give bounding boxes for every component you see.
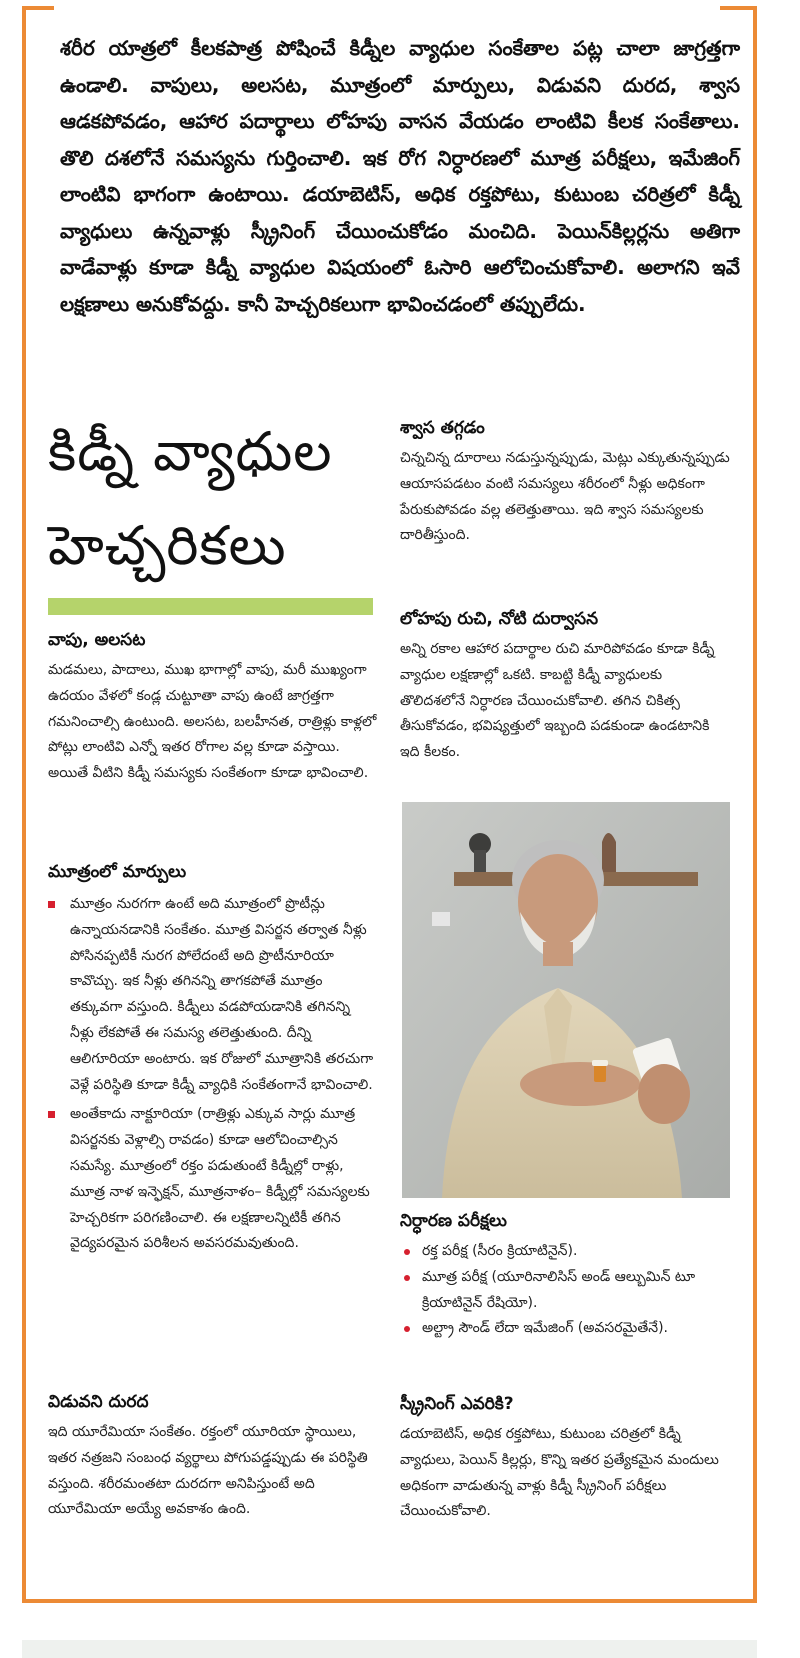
section-body: డయాబెటిస్, అధిక రక్తపోటు, కుటుంబ చరిత్రలో కిడ్నీ వ్యాధులు, పెయిన్ కిల్లర్లు, కొన్ని ఇతర ప్రత్యేకమైన మందులు అధికంగా వాడుతున్న వాళ్లు కిడ్నీ స్క్రీనింగ్ పరీక్షలు చేయించుకోవాలి. (400, 1426, 719, 1520)
section-heading: నిర్ధారణ పరీక్షలు (400, 1211, 507, 1231)
section-itching (48, 1390, 378, 1523)
section-heading: వాపు, అలసట (48, 630, 146, 650)
bullet-text: మూత్రం నురగగా ఉంటే అది మూత్రంలో ప్రొటీన్లు ఉన్నాయనడానికి సంకేతం. మూత్ర విసర్జన తర్వాత నీళ్లు పోసినప్పటికీ నురగ పోలేదంటే అది ప్రొటీనూరియా కావొచ్చు. ఇక నీళ్లు తగినన్ని తాగకపోతే మూత్రం తక్కువగా వస్తుంది. కిడ్నీలు వడపోయడానికి తగినన్ని నీళ్లు లేకపోతే ఈ సమస్య తలెత్తుతుంది. దీన్ని ఆలిగూరియా అంటారు. ఇక రోజులో మూత్రానికి తరచుగా వెళ్లే పరిస్థితి కూడా కిడ్నీ వ్యాధికి సంకేతంగానే భావించాలి. (70, 896, 374, 1093)
bullet-text: అల్ట్రా సౌండ్ లేదా ఇమేజింగ్ (అవసరమైతేనే). (422, 1320, 669, 1337)
section-urine (48, 860, 378, 1257)
section-body: అన్ని రకాల ఆహార పదార్థాల రుచి మారిపోవడం కూడా కిడ్నీ వ్యాధుల లక్షణాల్లో ఒకటి. కాబట్టి కిడ్నీ వ్యాధులకు తొలిదశలోనే నిర్ధారణ చేయించుకోవాలి. తగిన చికిత్స తీసుకోవడం, భవిష్యత్తులో ఇబ్బంది పడకుండా ఉండటానికి ఇది కీలకం. (400, 641, 715, 761)
section-heading: స్క్రీనింగ్ ఎవరికి? (400, 1394, 514, 1414)
section-heading: లోహపు రుచి, నోటి దుర్వాసన (400, 609, 599, 629)
intro-paragraph: శరీర యాత్రలో కీలకపాత్ర పోషించే కిడ్నీల వ్యాధుల సంకేతాల పట్ల చాలా జాగ్రత్తగా ఉండాలి. వాపులు, అలసట, మూత్రంలో మార్పులు, విడువని దురద, శ్వాస ఆడకపోవడం, ఆహార పదార్థాలు లోహపు వాసన వేయడం లాంటివి కీలక సంకేతాలు. తొలి దశలోనే సమస్యను గుర్తించాలి. ఇక రోగ నిర్ధారణలో మూత్ర పరీక్షలు, ఇమేజింగ్ లాంటివి భాగంగా ఉంటాయి. డయాబెటిస్, అధిక రక్తపోటు, కుటుంబ చరిత్రలో కిడ్నీ వ్యాధులు ఉన్నవాళ్లు స్క్రీనింగ్ చేయించుకోడం మంచిది. పెయిన్‌కిల్లర్లను అతిగా వాడేవాళ్లు కూడా కిడ్నీ వ్యాధుల విషయంలో ఓసారి ఆలోచించుకోవాలి. అలాగని ఇవే లక్షణాలు అనుకోవద్దు. కానీ హెచ్చరికలుగా భావించడంలో తప్పులేదు. (60, 36, 740, 316)
bullet-text: అంతేకాదు నాక్టూరియా (రాత్రిళ్లు ఎక్కువ సార్లు మూత్ర విసర్జనకు వెళ్లాల్సి రావడం) కూడా ఆలోచించాల్సిన సమస్యే. మూత్రంలో రక్తం పడుతుంటే కిడ్నీల్లో రాళ్లు, మూత్ర నాళ ఇన్ఫెక్షన్, మూత్రనాళం– కిడ్నీల్లో సమస్యలకు హెచ్చరికగా పరిగణించాలి. ఈ లక్షణాలన్నిటికీ తగిన వైద్యపరమైన పరిశీలన అవసరమవుతుంది. (70, 1106, 370, 1252)
test-item (400, 1239, 730, 1265)
section-heading: విడువని దురద (48, 1392, 149, 1412)
dot-bullet-icon (404, 1249, 410, 1255)
section-tests (400, 1209, 730, 1342)
square-bullet-icon (48, 901, 55, 908)
section-heading: మూత్రంలో మార్పులు (48, 862, 187, 882)
section-body: మడమలు, పాదాలు, ముఖ భాగాల్లో వాపు, మరీ ముఖ్యంగా ఉదయం వేళలో కండ్ల చుట్టూతా వాపు ఉంటే జాగ్రత్తగా గమనించాల్సి ఉంటుంది. అలసట, బలహీనత, రాత్రిళ్లు కాళ్లలో పోట్లు లాంటివి ఎన్నో ఇతర రోగాల వల్ల కూడా వస్తాయి. అయితే వీటిని కిడ్నీ సమస్యకు సంకేతంగా కూడా భావించాలి. (48, 662, 377, 782)
title-underline-bar (48, 598, 373, 615)
section-body: ఇది యూరేమియా సంకేతం. రక్తంలో యూరియా స్థాయిలు, ఇతర నత్రజని సంబంధ వ్యర్థాలు పోగుపడ్డప్పుడు ఈ పరిస్థితి వస్తుంది. శరీరమంతటా దురదగా అనిపిస్తుంటే అది యూరేమియా అయ్యే అవకాశం ఉంది. (48, 1424, 368, 1518)
section-body: చిన్నచిన్న దూరాలు నడుస్తున్నప్పుడు, మెట్లు ఎక్కుతున్నప్పుడు ఆయాసపడటం వంటి సమస్యలు శరీరంలో నీళ్లు అధికంగా పేరుకుపోవడం వల్ల తలెత్తుతాయి. ఇది శ్వాస సమస్యలకు దారితీస్తుంది. (400, 450, 730, 544)
section-breath (400, 416, 730, 549)
bullet-text: రక్త పరీక్ష (సీరం క్రియాటినైన్). (422, 1243, 578, 1259)
bullet-item (48, 1102, 378, 1257)
article-title (48, 405, 378, 593)
section-screening (400, 1392, 730, 1525)
title-line-1: కిడ్నీ వ్యాధుల (48, 420, 333, 483)
dot-bullet-icon (404, 1326, 410, 1332)
square-bullet-icon (48, 1111, 55, 1118)
man-with-medicine-photo (402, 802, 730, 1198)
bullet-item (48, 892, 378, 1098)
section-swelling (48, 628, 378, 787)
bullet-text: మూత్ర పరీక్ష (యూరినాలిసిస్ అండ్ ఆల్బుమిన్ టూ క్రియాటినైన్ రేషియో). (422, 1268, 696, 1311)
section-heading: శ్వాస తగ్గడం (400, 418, 485, 438)
test-item (400, 1265, 730, 1317)
section-taste (400, 607, 730, 766)
bottom-strip (22, 1640, 757, 1658)
test-item (400, 1316, 730, 1342)
dot-bullet-icon (404, 1275, 410, 1281)
title-line-2: హెచ్చరికలు (48, 514, 287, 577)
